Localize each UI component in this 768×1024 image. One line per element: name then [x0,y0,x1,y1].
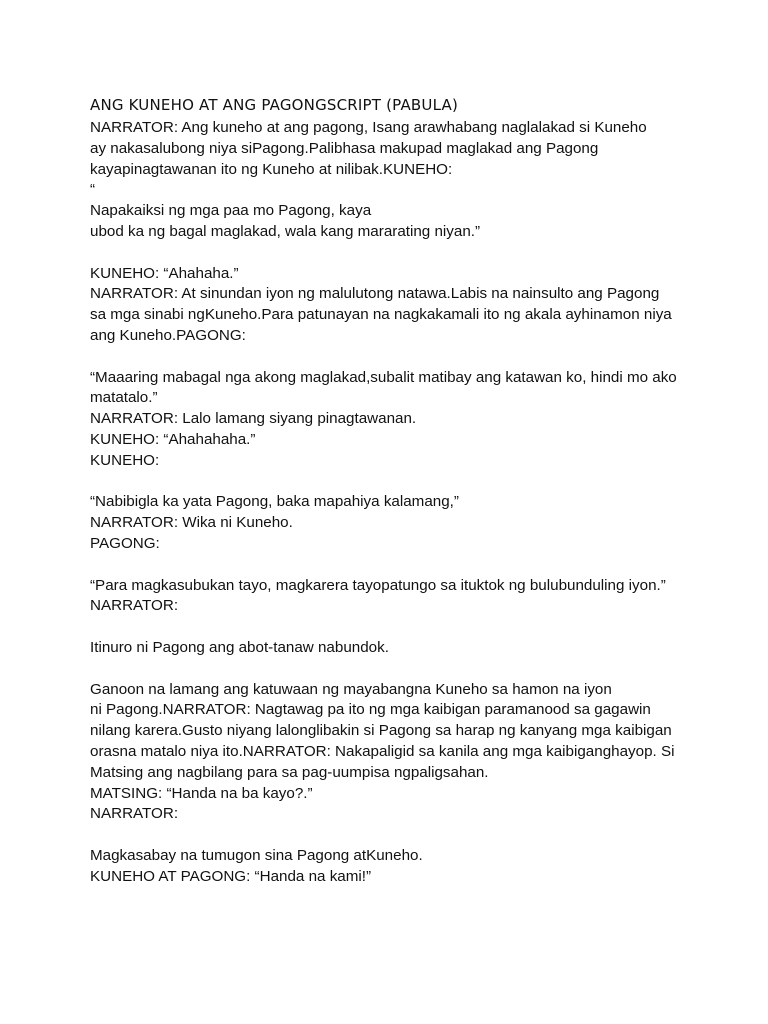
script-line: NARRATOR: Lalo lamang siyang pinagtawanan. [90,410,417,428]
script-line: MATSING: “Handa na ba kayo?.” [90,784,313,802]
script-line: matatalo.” [90,389,158,407]
blank-line [90,347,710,368]
script-line: KUNEHO: “Ahahahaha.” [90,430,256,448]
script-line: NARRATOR: At sinundan iyon ng malulutong natawa.Labis na nainsulto ang Pagong [90,285,660,303]
script-line: kayapinagtawanan ito ng Kuneho at nilibak.KUNEHO: [90,160,453,178]
script-line: “Nabibigla ka yata Pagong, baka mapahiya kalamang,” [90,493,459,511]
script-line: sa mga sinabi ngKuneho.Para patunayan na nagkakamali ito ng akala ayhinamon niya [90,306,672,324]
blank-line [90,555,710,576]
blank-line [90,243,710,264]
script-line: Magkasabay na tumugon sina Pagong atKuneho. [90,846,423,864]
script-line: ay nakasalubong niya siPagong.Palibhasa makupad maglakad ang Pagong [90,139,599,157]
script-line: KUNEHO AT PAGONG: “Handa na kami!” [90,867,372,885]
script-line: PAGONG: [90,534,160,552]
script-line: nilang karera.Gusto niyang lalonglibakin si Pagong sa harap ng kanyang mga kaibigan [90,722,672,740]
script-line: NARRATOR: Wika ni Kuneho. [90,514,293,532]
script-line: orasna matalo niya ito.NARRATOR: Nakapaligid sa kanila ang mga kaibiganghayop. Si [90,742,675,760]
blank-line [90,617,710,638]
script-line: “Maaaring mabagal nga akong maglakad,subalit matibay ang katawan ko, hindi mo ako [90,368,677,386]
script-line: KUNEHO: “Ahahaha.” [90,264,239,282]
script-line: KUNEHO: [90,451,160,469]
blank-line [90,472,710,493]
script-line: Itinuro ni Pagong ang abot-tanaw nabundok. [90,638,389,656]
script-line: NARRATOR: [90,805,179,823]
script-line: “ [90,181,96,199]
blank-line [90,825,710,846]
script-line: NARRATOR: [90,597,179,615]
script-title: ANG KUNEHO AT ANG PAGONGSCRIPT (PABULA) [90,96,458,114]
blank-line [90,659,710,680]
script-body [90,118,710,887]
script-line: NARRATOR: Ang kuneho at ang pagong, Isang arawhabang naglalakad si Kuneho [90,119,647,136]
script-line: Ganoon na lamang ang katuwaan ng mayabangna Kuneho sa hamon na iyon [90,680,612,698]
script-line: Matsing ang nagbilang para sa pag-uumpisa ngpaligsahan. [90,763,489,781]
script-line: Napakaiksi ng mga paa mo Pagong, kaya [90,202,372,220]
script-line: “Para magkasubukan tayo, magkarera tayopatungo sa ituktok ng bulubunduling iyon.” [90,576,666,594]
script-line: ang Kuneho.PAGONG: [90,326,246,344]
script-line: ubod ka ng bagal maglakad, wala kang mararating niyan.” [90,222,481,240]
script-line: ni Pagong.NARRATOR: Nagtawag pa ito ng mga kaibigan paramanood sa gagawin [90,701,651,719]
